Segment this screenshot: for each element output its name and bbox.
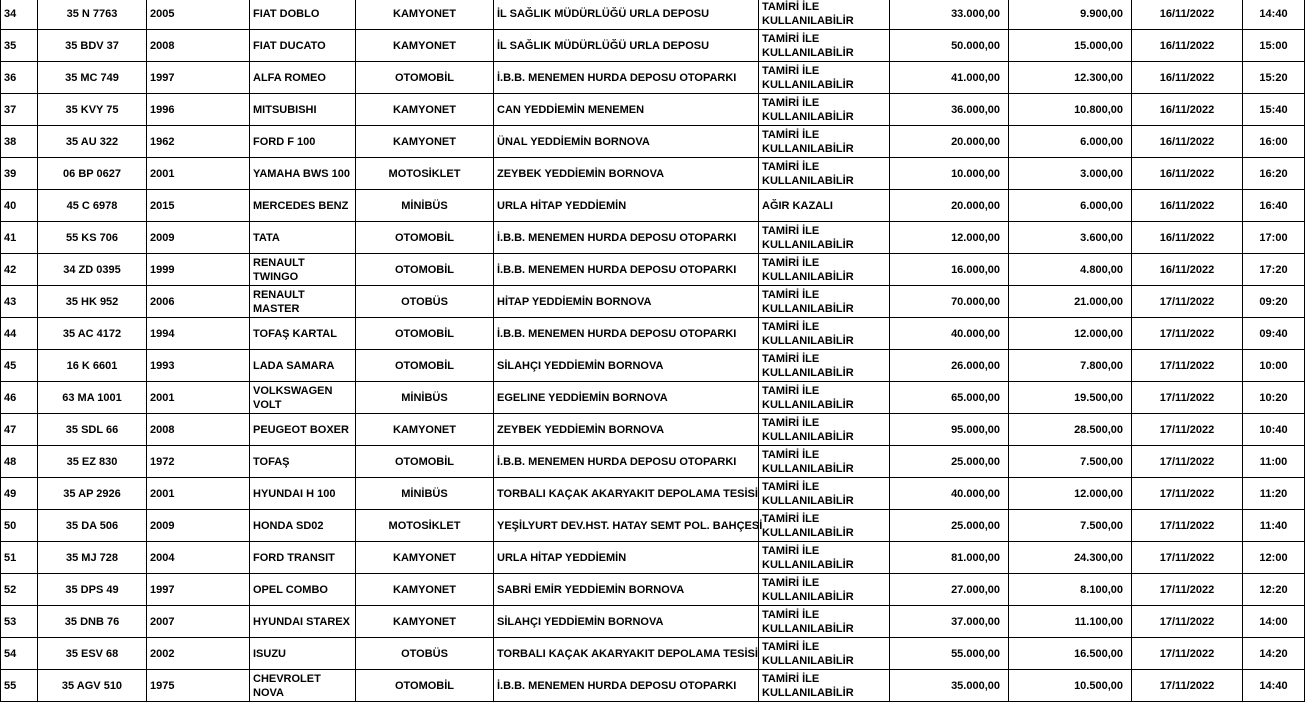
status-cell: TAMİRİ İLE KULLANILABİLİR — [759, 30, 890, 62]
model-year-cell: 1999 — [147, 254, 250, 286]
row-number-cell: 49 — [1, 478, 38, 510]
deposit-cell: 16.500,00 — [1009, 638, 1132, 670]
row-number-cell: 50 — [1, 510, 38, 542]
location-cell: ZEYBEK YEDDİEMİN BORNOVA — [494, 414, 759, 446]
auction-time-cell: 16:20 — [1243, 158, 1305, 190]
row-number-cell: 38 — [1, 126, 38, 158]
brand-cell: RENAULT TWINGO — [250, 254, 356, 286]
auction-date-cell: 16/11/2022 — [1132, 158, 1243, 190]
location-cell: URLA HİTAP YEDDİEMİN — [494, 190, 759, 222]
status-cell: TAMİRİ İLE KULLANILABİLİR — [759, 222, 890, 254]
brand-cell: FIAT DOBLO — [250, 0, 356, 30]
status-cell: TAMİRİ İLE KULLANILABİLİR — [759, 670, 890, 702]
auction-date-cell: 17/11/2022 — [1132, 606, 1243, 638]
vehicle-type-cell: OTOMOBİL — [356, 446, 494, 478]
table-row — [1, 254, 1305, 286]
brand-cell: ALFA ROMEO — [250, 62, 356, 94]
auction-date-cell: 17/11/2022 — [1132, 446, 1243, 478]
status-cell: TAMİRİ İLE KULLANILABİLİR — [759, 478, 890, 510]
deposit-cell: 15.000,00 — [1009, 30, 1132, 62]
plate-cell: 55 KS 706 — [38, 222, 147, 254]
brand-cell: RENAULT MASTER — [250, 286, 356, 318]
estimated-value-cell: 10.000,00 — [890, 158, 1009, 190]
vehicle-type-cell: MİNİBÜS — [356, 478, 494, 510]
brand-cell: MITSUBISHI — [250, 94, 356, 126]
auction-date-cell: 16/11/2022 — [1132, 62, 1243, 94]
model-year-cell: 1975 — [147, 670, 250, 702]
deposit-cell: 10.800,00 — [1009, 94, 1132, 126]
vehicle-type-cell: OTOBÜS — [356, 286, 494, 318]
brand-cell: ISUZU — [250, 638, 356, 670]
plate-cell: 35 AU 322 — [38, 126, 147, 158]
status-cell: TAMİRİ İLE KULLANILABİLİR — [759, 414, 890, 446]
row-number-cell: 39 — [1, 158, 38, 190]
deposit-cell: 4.800,00 — [1009, 254, 1132, 286]
plate-cell: 35 AC 4172 — [38, 318, 147, 350]
deposit-cell: 7.800,00 — [1009, 350, 1132, 382]
estimated-value-cell: 25.000,00 — [890, 510, 1009, 542]
table-row — [1, 478, 1305, 510]
estimated-value-cell: 37.000,00 — [890, 606, 1009, 638]
plate-cell: 34 ZD 0395 — [38, 254, 147, 286]
vehicle-type-cell: MİNİBÜS — [356, 190, 494, 222]
model-year-cell: 1994 — [147, 318, 250, 350]
estimated-value-cell: 25.000,00 — [890, 446, 1009, 478]
brand-cell: VOLKSWAGEN VOLT — [250, 382, 356, 414]
plate-cell: 35 DA 506 — [38, 510, 147, 542]
auction-date-cell: 16/11/2022 — [1132, 126, 1243, 158]
table-row — [1, 542, 1305, 574]
auction-date-cell: 17/11/2022 — [1132, 382, 1243, 414]
deposit-cell: 10.500,00 — [1009, 670, 1132, 702]
table-row — [1, 0, 1305, 30]
status-cell: TAMİRİ İLE KULLANILABİLİR — [759, 0, 890, 30]
estimated-value-cell: 81.000,00 — [890, 542, 1009, 574]
estimated-value-cell: 40.000,00 — [890, 478, 1009, 510]
vehicle-type-cell: KAMYONET — [356, 94, 494, 126]
deposit-cell: 7.500,00 — [1009, 510, 1132, 542]
brand-cell: OPEL COMBO — [250, 574, 356, 606]
plate-cell: 35 AGV 510 — [38, 670, 147, 702]
vehicle-type-cell: KAMYONET — [356, 126, 494, 158]
model-year-cell: 1997 — [147, 574, 250, 606]
auction-time-cell: 14:40 — [1243, 0, 1305, 30]
auction-time-cell: 16:40 — [1243, 190, 1305, 222]
auction-time-cell: 15:40 — [1243, 94, 1305, 126]
estimated-value-cell: 40.000,00 — [890, 318, 1009, 350]
auction-date-cell: 17/11/2022 — [1132, 414, 1243, 446]
auction-time-cell: 12:20 — [1243, 574, 1305, 606]
estimated-value-cell: 12.000,00 — [890, 222, 1009, 254]
auction-time-cell: 15:20 — [1243, 62, 1305, 94]
auction-date-cell: 16/11/2022 — [1132, 254, 1243, 286]
status-cell: TAMİRİ İLE KULLANILABİLİR — [759, 606, 890, 638]
auction-date-cell: 17/11/2022 — [1132, 350, 1243, 382]
location-cell: İ.B.B. MENEMEN HURDA DEPOSU OTOPARKI — [494, 670, 759, 702]
row-number-cell: 52 — [1, 574, 38, 606]
auction-date-cell: 16/11/2022 — [1132, 190, 1243, 222]
plate-cell: 16 K 6601 — [38, 350, 147, 382]
row-number-cell: 41 — [1, 222, 38, 254]
brand-cell: PEUGEOT BOXER — [250, 414, 356, 446]
status-cell: TAMİRİ İLE KULLANILABİLİR — [759, 286, 890, 318]
brand-cell: TOFAŞ — [250, 446, 356, 478]
row-number-cell: 46 — [1, 382, 38, 414]
brand-cell: TATA — [250, 222, 356, 254]
table-row — [1, 670, 1305, 702]
table-row — [1, 190, 1305, 222]
row-number-cell: 47 — [1, 414, 38, 446]
status-cell: TAMİRİ İLE KULLANILABİLİR — [759, 574, 890, 606]
location-cell: SABRİ EMİR YEDDİEMİN BORNOVA — [494, 574, 759, 606]
location-cell: EGELINE YEDDİEMİN BORNOVA — [494, 382, 759, 414]
estimated-value-cell: 55.000,00 — [890, 638, 1009, 670]
auction-time-cell: 09:20 — [1243, 286, 1305, 318]
estimated-value-cell: 35.000,00 — [890, 670, 1009, 702]
estimated-value-cell: 95.000,00 — [890, 414, 1009, 446]
plate-cell: 35 ESV 68 — [38, 638, 147, 670]
auction-time-cell: 11:20 — [1243, 478, 1305, 510]
plate-cell: 35 AP 2926 — [38, 478, 147, 510]
auction-date-cell: 16/11/2022 — [1132, 222, 1243, 254]
plate-cell: 35 N 7763 — [38, 0, 147, 30]
table-row — [1, 606, 1305, 638]
auction-time-cell: 10:40 — [1243, 414, 1305, 446]
estimated-value-cell: 33.000,00 — [890, 0, 1009, 30]
brand-cell: TOFAŞ KARTAL — [250, 318, 356, 350]
model-year-cell: 2008 — [147, 414, 250, 446]
model-year-cell: 2001 — [147, 382, 250, 414]
location-cell: İL SAĞLIK MÜDÜRLÜĞÜ URLA DEPOSU — [494, 30, 759, 62]
table-row — [1, 574, 1305, 606]
vehicle-type-cell: KAMYONET — [356, 0, 494, 30]
row-number-cell: 53 — [1, 606, 38, 638]
location-cell: YEŞİLYURT DEV.HST. HATAY SEMT POL. BAHÇESİ — [494, 510, 759, 542]
row-number-cell: 54 — [1, 638, 38, 670]
plate-cell: 63 MA 1001 — [38, 382, 147, 414]
auction-date-cell: 16/11/2022 — [1132, 30, 1243, 62]
plate-cell: 35 MJ 728 — [38, 542, 147, 574]
model-year-cell: 2007 — [147, 606, 250, 638]
auction-date-cell: 17/11/2022 — [1132, 318, 1243, 350]
model-year-cell: 2005 — [147, 0, 250, 30]
vehicle-type-cell: OTOMOBİL — [356, 222, 494, 254]
vehicle-type-cell: KAMYONET — [356, 414, 494, 446]
estimated-value-cell: 20.000,00 — [890, 126, 1009, 158]
status-cell: AĞIR KAZALI — [759, 190, 890, 222]
estimated-value-cell: 27.000,00 — [890, 574, 1009, 606]
estimated-value-cell: 50.000,00 — [890, 30, 1009, 62]
row-number-cell: 34 — [1, 0, 38, 30]
auction-time-cell: 16:00 — [1243, 126, 1305, 158]
table-row — [1, 382, 1305, 414]
deposit-cell: 12.300,00 — [1009, 62, 1132, 94]
model-year-cell: 2009 — [147, 222, 250, 254]
vehicle-type-cell: OTOMOBİL — [356, 670, 494, 702]
plate-cell: 35 BDV 37 — [38, 30, 147, 62]
vehicle-type-cell: KAMYONET — [356, 606, 494, 638]
row-number-cell: 35 — [1, 30, 38, 62]
status-cell: TAMİRİ İLE KULLANILABİLİR — [759, 62, 890, 94]
location-cell: CAN YEDDİEMİN MENEMEN — [494, 94, 759, 126]
status-cell: TAMİRİ İLE KULLANILABİLİR — [759, 254, 890, 286]
auction-date-cell: 16/11/2022 — [1132, 94, 1243, 126]
location-cell: İL SAĞLIK MÜDÜRLÜĞÜ URLA DEPOSU — [494, 0, 759, 30]
model-year-cell: 2006 — [147, 286, 250, 318]
auction-date-cell: 17/11/2022 — [1132, 638, 1243, 670]
location-cell: SİLAHÇI YEDDİEMİN BORNOVA — [494, 350, 759, 382]
location-cell: TORBALI KAÇAK AKARYAKIT DEPOLAMA TESİSİ — [494, 478, 759, 510]
row-number-cell: 44 — [1, 318, 38, 350]
row-number-cell: 55 — [1, 670, 38, 702]
auction-time-cell: 17:20 — [1243, 254, 1305, 286]
auction-time-cell: 17:00 — [1243, 222, 1305, 254]
auction-time-cell: 14:00 — [1243, 606, 1305, 638]
model-year-cell: 1997 — [147, 62, 250, 94]
status-cell: TAMİRİ İLE KULLANILABİLİR — [759, 350, 890, 382]
vehicle-type-cell: OTOMOBİL — [356, 62, 494, 94]
location-cell: SİLAHÇI YEDDİEMİN BORNOVA — [494, 606, 759, 638]
model-year-cell: 2001 — [147, 478, 250, 510]
estimated-value-cell: 16.000,00 — [890, 254, 1009, 286]
table-row — [1, 222, 1305, 254]
location-cell: HİTAP YEDDİEMİN BORNOVA — [494, 286, 759, 318]
deposit-cell: 9.900,00 — [1009, 0, 1132, 30]
table-row — [1, 30, 1305, 62]
model-year-cell: 2008 — [147, 30, 250, 62]
plate-cell: 35 HK 952 — [38, 286, 147, 318]
status-cell: TAMİRİ İLE KULLANILABİLİR — [759, 126, 890, 158]
row-number-cell: 45 — [1, 350, 38, 382]
location-cell: URLA HİTAP YEDDİEMİN — [494, 542, 759, 574]
auction-date-cell: 17/11/2022 — [1132, 670, 1243, 702]
brand-cell: FORD F 100 — [250, 126, 356, 158]
auction-time-cell: 09:40 — [1243, 318, 1305, 350]
auction-date-cell: 17/11/2022 — [1132, 286, 1243, 318]
estimated-value-cell: 65.000,00 — [890, 382, 1009, 414]
plate-cell: 35 MC 749 — [38, 62, 147, 94]
brand-cell: MERCEDES BENZ — [250, 190, 356, 222]
location-cell: ÜNAL YEDDİEMİN BORNOVA — [494, 126, 759, 158]
row-number-cell: 48 — [1, 446, 38, 478]
plate-cell: 35 SDL 66 — [38, 414, 147, 446]
auction-time-cell: 12:00 — [1243, 542, 1305, 574]
plate-cell: 06 BP 0627 — [38, 158, 147, 190]
deposit-cell: 11.100,00 — [1009, 606, 1132, 638]
location-cell: İ.B.B. MENEMEN HURDA DEPOSU OTOPARKI — [494, 222, 759, 254]
vehicle-type-cell: OTOMOBİL — [356, 350, 494, 382]
table-body — [1, 0, 1305, 702]
table-row — [1, 94, 1305, 126]
brand-cell: HONDA SD02 — [250, 510, 356, 542]
model-year-cell: 1972 — [147, 446, 250, 478]
brand-cell: FORD TRANSIT — [250, 542, 356, 574]
status-cell: TAMİRİ İLE KULLANILABİLİR — [759, 318, 890, 350]
table-row — [1, 446, 1305, 478]
vehicle-type-cell: OTOMOBİL — [356, 318, 494, 350]
auction-date-cell: 17/11/2022 — [1132, 542, 1243, 574]
plate-cell: 35 DNB 76 — [38, 606, 147, 638]
location-cell: TORBALI KAÇAK AKARYAKIT DEPOLAMA TESİSİ — [494, 638, 759, 670]
table-row — [1, 350, 1305, 382]
estimated-value-cell: 70.000,00 — [890, 286, 1009, 318]
brand-cell: CHEVROLET NOVA — [250, 670, 356, 702]
location-cell: İ.B.B. MENEMEN HURDA DEPOSU OTOPARKI — [494, 446, 759, 478]
deposit-cell: 6.000,00 — [1009, 190, 1132, 222]
vehicle-type-cell: MİNİBÜS — [356, 382, 494, 414]
model-year-cell: 2002 — [147, 638, 250, 670]
auction-time-cell: 14:40 — [1243, 670, 1305, 702]
row-number-cell: 51 — [1, 542, 38, 574]
vehicle-type-cell: MOTOSİKLET — [356, 158, 494, 190]
auction-date-cell: 16/11/2022 — [1132, 0, 1243, 30]
table-row — [1, 318, 1305, 350]
auction-time-cell: 10:20 — [1243, 382, 1305, 414]
location-cell: İ.B.B. MENEMEN HURDA DEPOSU OTOPARKI — [494, 254, 759, 286]
estimated-value-cell: 41.000,00 — [890, 62, 1009, 94]
plate-cell: 45 C 6978 — [38, 190, 147, 222]
model-year-cell: 1962 — [147, 126, 250, 158]
deposit-cell: 7.500,00 — [1009, 446, 1132, 478]
deposit-cell: 12.000,00 — [1009, 478, 1132, 510]
deposit-cell: 21.000,00 — [1009, 286, 1132, 318]
model-year-cell: 2001 — [147, 158, 250, 190]
estimated-value-cell: 20.000,00 — [890, 190, 1009, 222]
row-number-cell: 37 — [1, 94, 38, 126]
table-row — [1, 158, 1305, 190]
auction-date-cell: 17/11/2022 — [1132, 574, 1243, 606]
plate-cell: 35 KVY 75 — [38, 94, 147, 126]
row-number-cell: 43 — [1, 286, 38, 318]
model-year-cell: 2015 — [147, 190, 250, 222]
deposit-cell: 28.500,00 — [1009, 414, 1132, 446]
deposit-cell: 12.000,00 — [1009, 318, 1132, 350]
row-number-cell: 40 — [1, 190, 38, 222]
vehicle-type-cell: KAMYONET — [356, 574, 494, 606]
auction-date-cell: 17/11/2022 — [1132, 478, 1243, 510]
status-cell: TAMİRİ İLE KULLANILABİLİR — [759, 158, 890, 190]
deposit-cell: 19.500,00 — [1009, 382, 1132, 414]
deposit-cell: 8.100,00 — [1009, 574, 1132, 606]
status-cell: TAMİRİ İLE KULLANILABİLİR — [759, 638, 890, 670]
auction-time-cell: 10:00 — [1243, 350, 1305, 382]
brand-cell: YAMAHA BWS 100 — [250, 158, 356, 190]
model-year-cell: 2004 — [147, 542, 250, 574]
auction-time-cell: 11:40 — [1243, 510, 1305, 542]
deposit-cell: 24.300,00 — [1009, 542, 1132, 574]
brand-cell: HYUNDAI H 100 — [250, 478, 356, 510]
plate-cell: 35 DPS 49 — [38, 574, 147, 606]
status-cell: TAMİRİ İLE KULLANILABİLİR — [759, 542, 890, 574]
auction-time-cell: 15:00 — [1243, 30, 1305, 62]
estimated-value-cell: 36.000,00 — [890, 94, 1009, 126]
brand-cell: FIAT DUCATO — [250, 30, 356, 62]
location-cell: ZEYBEK YEDDİEMİN BORNOVA — [494, 158, 759, 190]
model-year-cell: 1993 — [147, 350, 250, 382]
row-number-cell: 42 — [1, 254, 38, 286]
table-row — [1, 286, 1305, 318]
deposit-cell: 6.000,00 — [1009, 126, 1132, 158]
table-row — [1, 126, 1305, 158]
model-year-cell: 1996 — [147, 94, 250, 126]
row-number-cell: 36 — [1, 62, 38, 94]
location-cell: İ.B.B. MENEMEN HURDA DEPOSU OTOPARKI — [494, 62, 759, 94]
deposit-cell: 3.000,00 — [1009, 158, 1132, 190]
location-cell: İ.B.B. MENEMEN HURDA DEPOSU OTOPARKI — [494, 318, 759, 350]
vehicle-type-cell: KAMYONET — [356, 542, 494, 574]
table-row — [1, 62, 1305, 94]
status-cell: TAMİRİ İLE KULLANILABİLİR — [759, 446, 890, 478]
plate-cell: 35 EZ 830 — [38, 446, 147, 478]
status-cell: TAMİRİ İLE KULLANILABİLİR — [759, 94, 890, 126]
auction-date-cell: 17/11/2022 — [1132, 510, 1243, 542]
vehicle-type-cell: MOTOSİKLET — [356, 510, 494, 542]
vehicle-type-cell: KAMYONET — [356, 30, 494, 62]
brand-cell: HYUNDAI STAREX — [250, 606, 356, 638]
auction-time-cell: 11:00 — [1243, 446, 1305, 478]
table-row — [1, 638, 1305, 670]
status-cell: TAMİRİ İLE KULLANILABİLİR — [759, 382, 890, 414]
status-cell: TAMİRİ İLE KULLANILABİLİR — [759, 510, 890, 542]
deposit-cell: 3.600,00 — [1009, 222, 1132, 254]
vehicle-type-cell: OTOBÜS — [356, 638, 494, 670]
estimated-value-cell: 26.000,00 — [890, 350, 1009, 382]
vehicle-type-cell: OTOMOBİL — [356, 254, 494, 286]
table-row — [1, 510, 1305, 542]
auction-time-cell: 14:20 — [1243, 638, 1305, 670]
brand-cell: LADA SAMARA — [250, 350, 356, 382]
model-year-cell: 2009 — [147, 510, 250, 542]
table-row — [1, 414, 1305, 446]
